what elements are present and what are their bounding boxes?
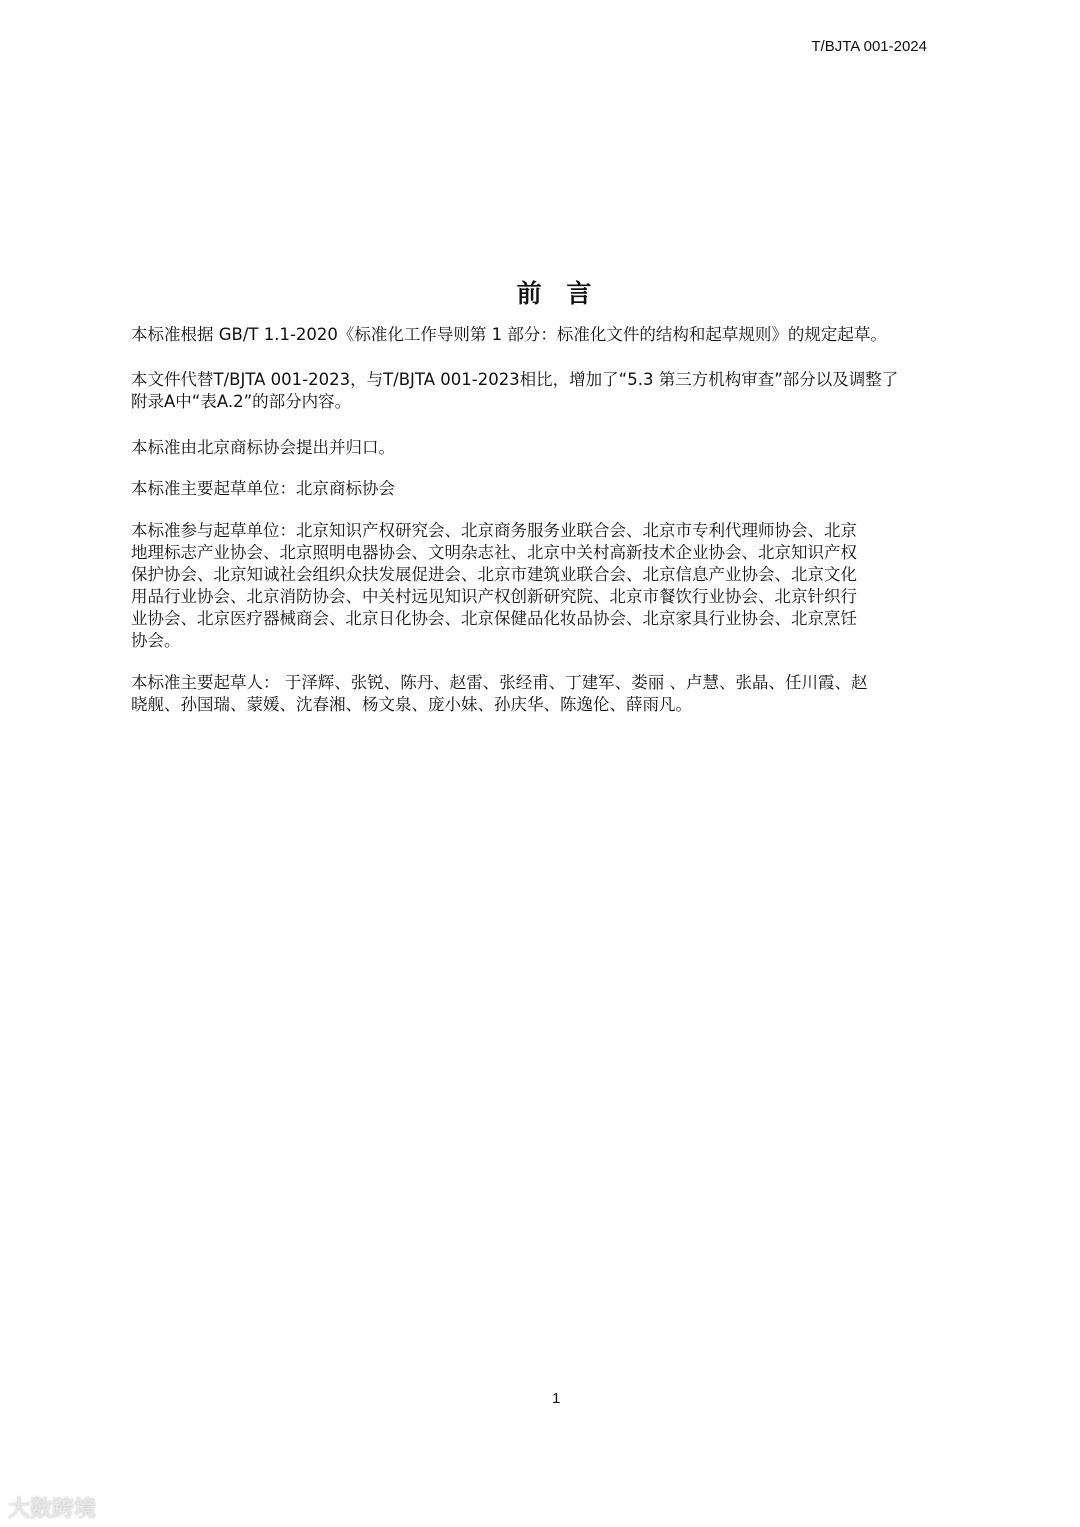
text-line: 地理标志产业协会、北京照明电器协会、文明杂志社、北京中关村高新技术企业协会、北京知识产权 (131, 543, 857, 562)
text-line: 本标准主要起草单位：北京商标协会 (131, 479, 395, 498)
page-number: 1 (552, 1390, 561, 1407)
paragraph-drafting-basis (131, 324, 991, 346)
text-line: 本标准主要起草人： 于泽辉、张锐、陈丹、赵雷、张经甫、丁建军、娄丽 、卢慧、张晶、任川霞、赵 (131, 673, 868, 692)
paragraph-participating-units (131, 520, 991, 652)
document-code-header: T/BJTA 001-2024 (811, 38, 927, 55)
text-line: 本标准由北京商标协会提出并归口。 (131, 438, 395, 457)
text-line: 晓舰、孙国瑞、蒙媛、沈春湘、杨文泉、庞小妹、孙庆华、陈逸伦、薛雨凡。 (131, 695, 692, 714)
page-title: 前 言 (516, 279, 600, 308)
text-line: 用品行业协会、北京消防协会、中关村远见知识产权创新研究院、北京市餐饮行业协会、北京针织行 (131, 587, 857, 606)
paragraph-replacement (131, 369, 991, 413)
paragraph-main-drafter-unit (131, 478, 991, 500)
paragraph-main-drafters (131, 672, 991, 716)
text-line: 业协会、北京医疗器械商会、北京日化协会、北京保健品化妆品协会、北京家具行业协会、北京烹饪 (131, 609, 857, 628)
text-line: 本标准根据 GB/T 1.1-2020《标准化工作导则第 1 部分：标准化文件的结构和起草规则》的规定起草。 (131, 325, 887, 344)
watermark-logo (8, 1492, 96, 1523)
text-line: 本文件代替T/BJTA 001-2023，与T/BJTA 001-2023相比，增加了“5.3 第三方机构审查”部分以及调整了 (131, 370, 899, 389)
text-line: 保护协会、北京知诚社会组织众扶发展促进会、北京市建筑业联合会、北京信息产业协会、北京文化 (131, 565, 857, 584)
text-line: 本标准参与起草单位：北京知识产权研究会、北京商务服务业联合会、北京市专利代理师协会、北京 (131, 521, 857, 540)
watermark-text: 大数跨境 (8, 1497, 97, 1522)
text-line: 附录A中“表A.2”的部分内容。 (131, 392, 352, 411)
paragraph-proposer (131, 437, 991, 459)
text-line: 协会。 (131, 631, 181, 650)
